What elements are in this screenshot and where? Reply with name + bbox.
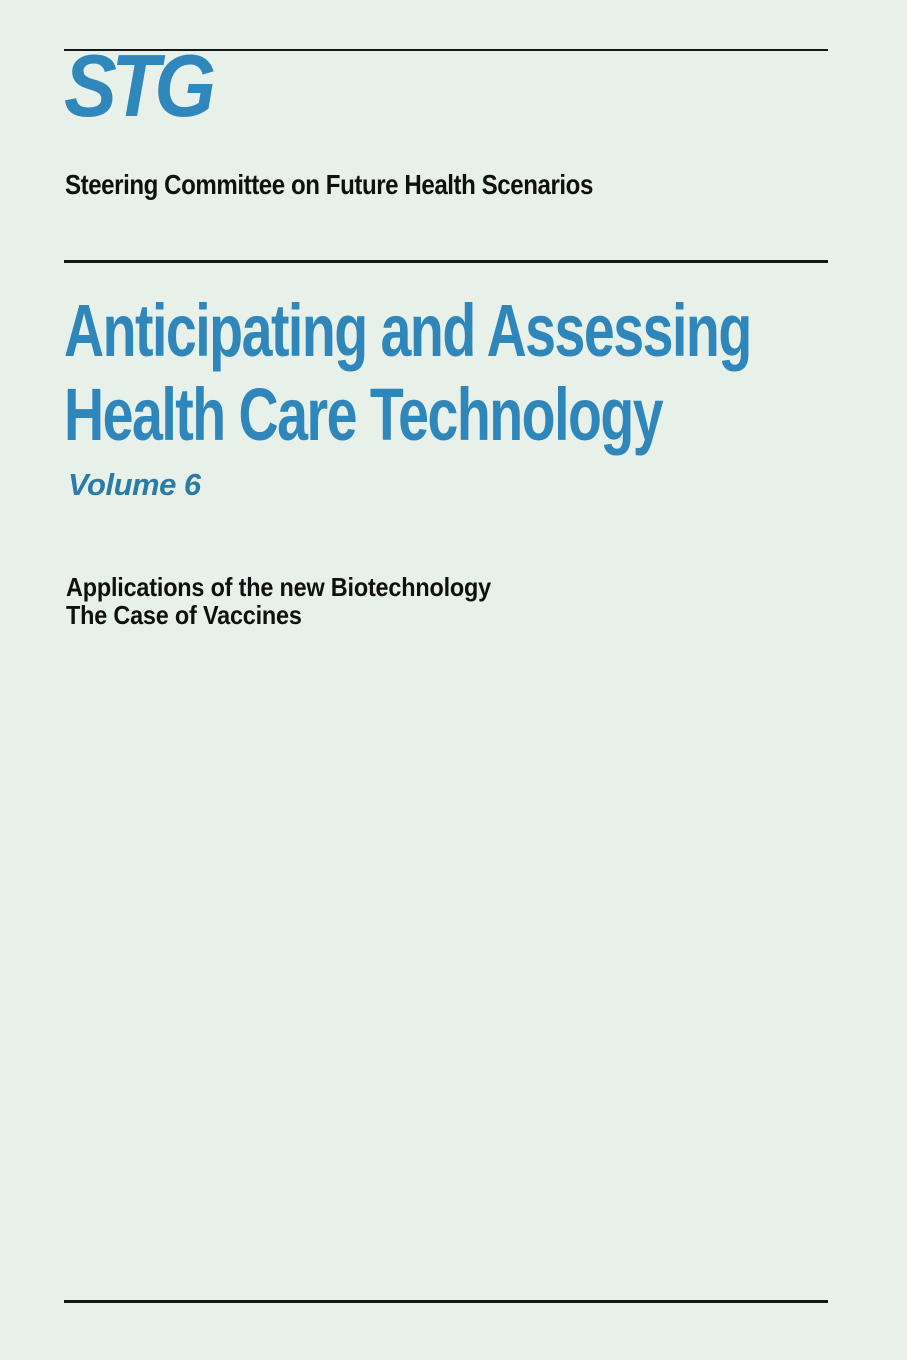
organization-name: Steering Committee on Future Health Scenarios (65, 169, 593, 200)
middle-rule (64, 260, 828, 263)
volume-label: Volume 6 (68, 467, 201, 502)
book-subtitle-line2: The Case of Vaccines (66, 599, 302, 630)
book-subtitle-line1: Applications of the new Biotechnology (66, 572, 491, 602)
stg-logo: STG (64, 36, 211, 135)
book-title-line2: Health Care Technology (64, 373, 663, 456)
book-subtitle (66, 574, 491, 629)
bottom-rule (64, 1300, 828, 1303)
book-title-line1: Anticipating and Assessing (64, 289, 751, 372)
book-title (64, 289, 751, 457)
